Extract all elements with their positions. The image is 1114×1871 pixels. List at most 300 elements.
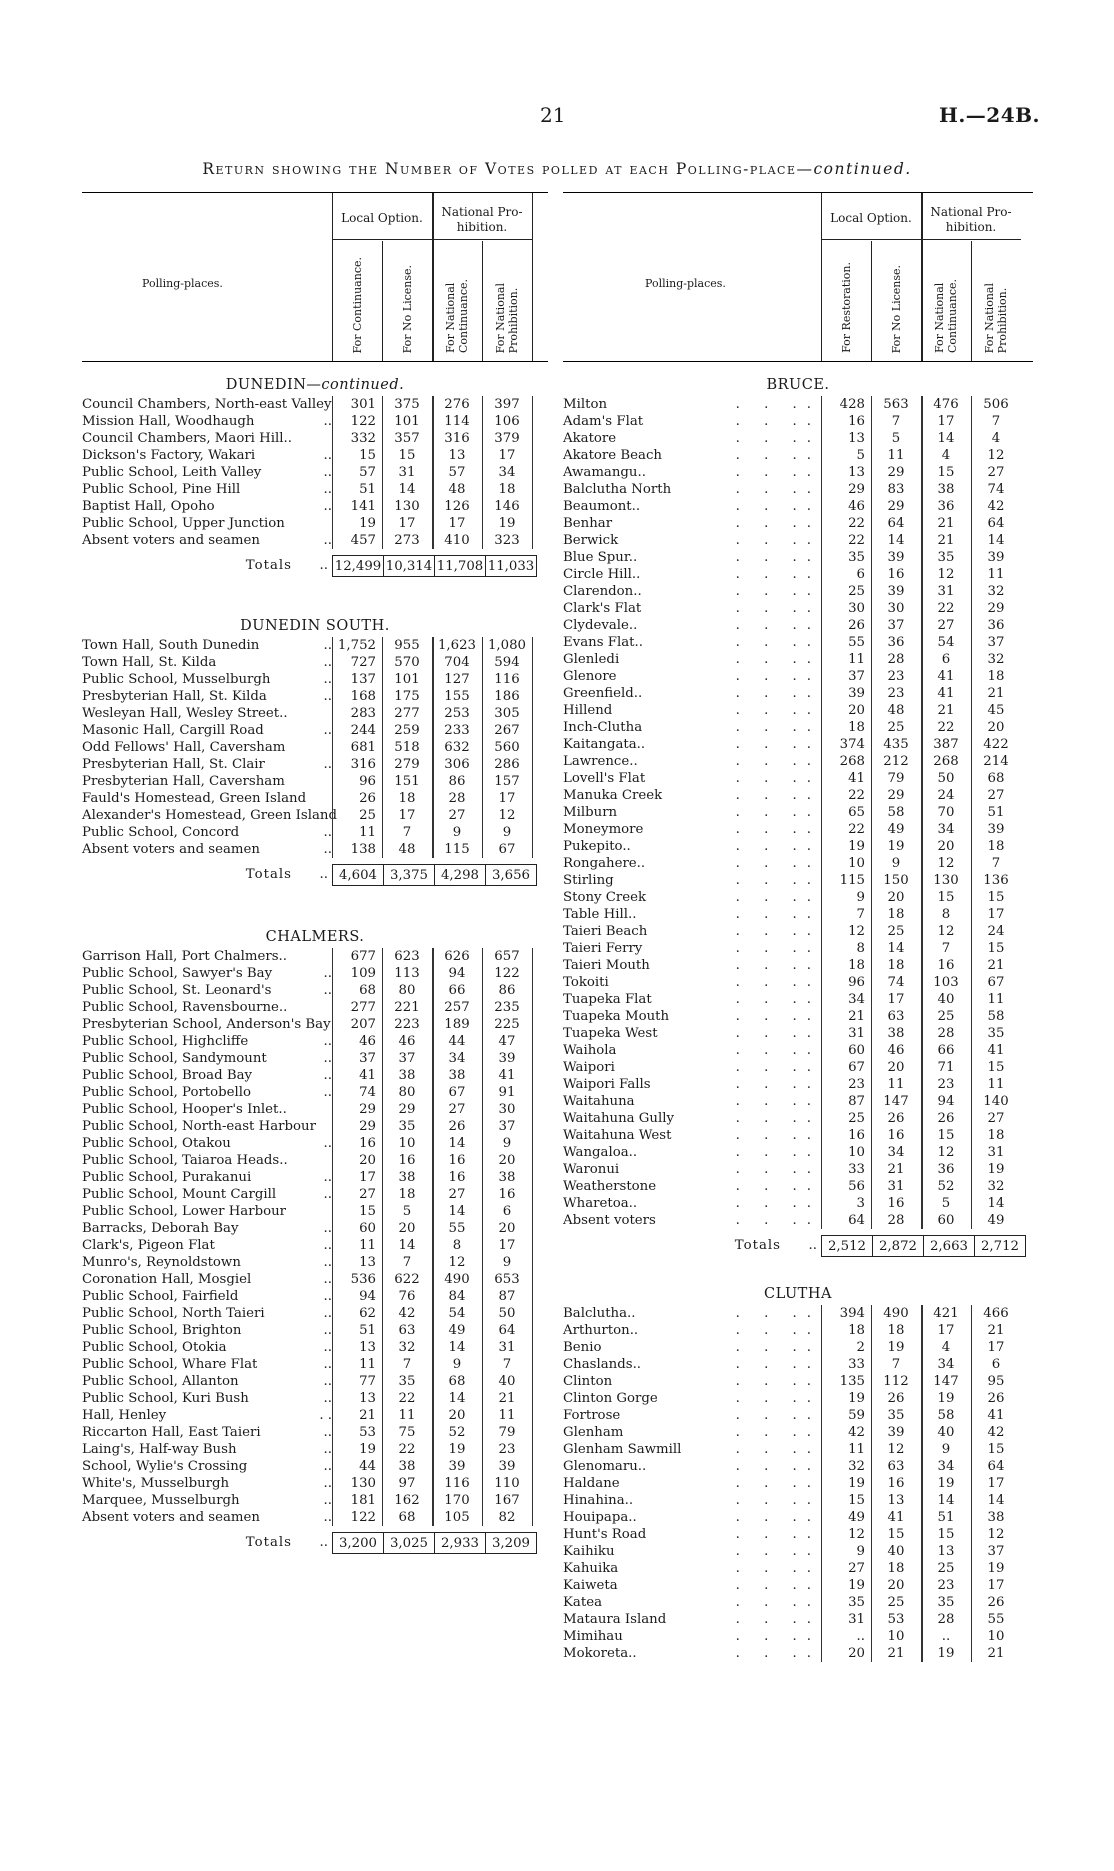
table-row (82, 515, 548, 532)
votes-col3: 34 (937, 822, 955, 837)
table-row (563, 515, 1033, 532)
totals-dot-leader: .. (319, 1535, 328, 1550)
votes-col2: 16 (887, 1476, 905, 1491)
polling-place-name: Clinton (563, 1374, 613, 1389)
votes-col1: 11 (359, 1357, 376, 1372)
dot-leader: . . .. (735, 1442, 821, 1457)
votes-col2: 357 (394, 431, 420, 446)
dot-leader: . . .. (735, 499, 821, 514)
hdr-nc1: For National (444, 282, 457, 353)
polling-place-name: Waipori Falls (563, 1077, 651, 1092)
polling-place-name: Baptist Hall, Opoho (82, 499, 215, 514)
dot-leader (292, 1152, 332, 1169)
left-column (82, 192, 548, 1554)
votes-col1: 77 (359, 1374, 376, 1389)
section-dunedin-south: DUNEDIN SOUTH. (240, 618, 390, 634)
dot-leader: . . .. (735, 1128, 821, 1143)
votes-col3: 48 (448, 482, 466, 497)
votes-col3: 68 (448, 1374, 466, 1389)
dot-leader: . . .. (735, 992, 821, 1007)
votes-col1: 26 (359, 791, 376, 806)
section-clutha: CLUTHA (764, 1286, 832, 1302)
totals-label: Totals (245, 867, 292, 882)
votes-col3: 126 (444, 499, 470, 514)
votes-col4: 32 (987, 584, 1005, 599)
polling-place-name: Glenham (563, 1425, 624, 1440)
table-row (563, 1127, 1033, 1144)
dot-leader: .. (323, 672, 332, 687)
title-text: Return showing the Number of Votes polled at each Polling-place— (202, 160, 814, 178)
votes-col3: 476 (933, 397, 959, 412)
votes-col2: 40 (887, 1544, 905, 1559)
dot-leader: . . .. (735, 550, 821, 565)
votes-col3: 15 (937, 465, 955, 480)
totals-dot-leader: .. (319, 558, 328, 573)
votes-col3: 116 (444, 1476, 470, 1491)
votes-col1: 20 (848, 703, 865, 718)
votes-col4: 21 (987, 686, 1005, 701)
votes-col2: 279 (394, 757, 420, 772)
table-row (82, 1203, 548, 1220)
votes-col1: 1,752 (337, 638, 376, 653)
votes-col1: 457 (350, 533, 376, 548)
dot-leader (292, 515, 332, 532)
votes-col4: 17 (987, 1476, 1005, 1491)
polling-place-name: Public School, Mount Cargill (82, 1187, 277, 1202)
votes-col4: 7 (502, 1357, 512, 1372)
votes-col4: 422 (983, 737, 1009, 752)
votes-col2: 11 (887, 1077, 905, 1092)
votes-col4: 67 (987, 975, 1005, 990)
votes-col1: 23 (848, 1077, 865, 1092)
dot-leader: .. (323, 1085, 332, 1100)
header-polling-places-right: Polling-places. (645, 277, 726, 290)
votes-col2: 18 (887, 1561, 905, 1576)
table-row (563, 1577, 1033, 1594)
votes-col1: 35 (848, 550, 865, 565)
dot-leader: . . .. (735, 1094, 821, 1109)
dot-leader: .. (323, 842, 332, 857)
votes-col3: 8 (452, 1238, 462, 1253)
table-row (563, 413, 1033, 430)
votes-col2: 175 (394, 689, 420, 704)
votes-col4: 15 (987, 941, 1005, 956)
votes-col4: 466 (983, 1306, 1009, 1321)
votes-col4: 21 (987, 1323, 1005, 1338)
votes-col1: 16 (359, 1136, 376, 1151)
polling-place-name: Tuapeka West (563, 1026, 658, 1041)
votes-col3: 22 (937, 601, 955, 616)
votes-col1: 37 (848, 669, 865, 684)
page-number: 21 (540, 103, 566, 127)
polling-place-name: Public School, North Taieri (82, 1306, 265, 1321)
votes-col2: 83 (887, 482, 905, 497)
votes-col3: 67 (448, 1085, 466, 1100)
table-row (82, 965, 548, 982)
votes-col3: 49 (448, 1323, 466, 1338)
votes-col2: 34 (887, 1145, 905, 1160)
votes-col4: 167 (494, 1493, 520, 1508)
dot-leader: . . .. (735, 1612, 821, 1627)
dot-leader: . . .. (735, 397, 821, 412)
votes-col2: 5 (402, 1204, 412, 1219)
votes-col4: 24 (987, 924, 1005, 939)
votes-col4: 58 (987, 1009, 1005, 1024)
votes-col2: 74 (887, 975, 905, 990)
votes-col1: 46 (359, 1034, 376, 1049)
polling-place-name: Kaihiku (563, 1544, 615, 1559)
table-row (563, 464, 1033, 481)
votes-col4: 106 (494, 414, 520, 429)
polling-place-name: Balclutha.. (563, 1306, 636, 1321)
dot-leader: . . .. (735, 924, 821, 939)
votes-col1: 67 (848, 1060, 865, 1075)
votes-col1: 394 (839, 1306, 865, 1321)
dot-leader: .. (323, 1391, 332, 1406)
votes-col2: 16 (887, 1128, 905, 1143)
dot-leader (292, 1118, 332, 1135)
votes-col4: 21 (498, 1391, 516, 1406)
votes-col1: 17 (359, 1170, 376, 1185)
polling-place-name: Public School, Highcliffe (82, 1034, 249, 1049)
polling-place-name: Clark's, Pigeon Flat (82, 1238, 215, 1253)
polling-place-name: Public School, Leith Valley (82, 465, 262, 480)
votes-col3: 14 (937, 1493, 955, 1508)
votes-col4: 50 (498, 1306, 516, 1321)
votes-col1: 27 (848, 1561, 865, 1576)
votes-col1: 30 (848, 601, 865, 616)
polling-place-name: Balclutha North (563, 482, 672, 497)
table-row (82, 1339, 548, 1356)
polling-place-name: Adam's Flat (563, 414, 644, 429)
votes-col1: 53 (359, 1425, 376, 1440)
votes-col2: 20 (887, 1578, 905, 1593)
votes-col1: 74 (359, 1085, 376, 1100)
votes-col3: 12 (937, 567, 955, 582)
polling-place-name: Pukepito.. (563, 839, 631, 854)
votes-col2: 38 (398, 1459, 416, 1474)
votes-col1: 332 (350, 431, 376, 446)
header-for-national-continuance (444, 279, 470, 353)
votes-col3: 257 (444, 1000, 470, 1015)
votes-col3: 19 (937, 1391, 955, 1406)
polling-place-name: Council Chambers, Maori Hill.. (82, 431, 292, 446)
dot-leader (292, 705, 332, 722)
votes-col1: 268 (839, 754, 865, 769)
votes-col1: 13 (359, 1255, 376, 1270)
votes-col4: 18 (498, 482, 516, 497)
votes-col3: 9 (941, 1442, 951, 1457)
votes-col2: 29 (398, 1102, 416, 1117)
votes-col2: 26 (887, 1391, 905, 1406)
polling-place-name: Public School, Hooper's Inlet.. (82, 1102, 287, 1117)
dot-leader (292, 948, 332, 965)
clutha-table (563, 1305, 1033, 1662)
dot-leader: . . .. (735, 1646, 821, 1661)
votes-col2: 490 (883, 1306, 909, 1321)
votes-col2: 101 (394, 672, 420, 687)
dot-leader: . . .. (735, 1578, 821, 1593)
table-row (82, 1373, 548, 1390)
header-national-prohibition-right (921, 205, 1021, 235)
dot-leader: . . .. (735, 1340, 821, 1355)
table-row (563, 1526, 1033, 1543)
votes-col1: 20 (848, 1646, 865, 1661)
votes-col3: 20 (937, 839, 955, 854)
votes-col2: 518 (394, 740, 420, 755)
votes-col1: 25 (848, 1111, 865, 1126)
votes-col1: 60 (848, 1043, 865, 1058)
table-row (563, 974, 1033, 991)
votes-col1: 22 (848, 533, 865, 548)
votes-col3: 4 (941, 1340, 951, 1355)
table-row (563, 838, 1033, 855)
votes-col4: 42 (987, 1425, 1005, 1440)
polling-place-name: Akatore Beach (563, 448, 662, 463)
votes-col4: 136 (983, 873, 1009, 888)
votes-col3: 15 (937, 1527, 955, 1542)
polling-place-name: Lovell's Flat (563, 771, 646, 786)
dot-leader (292, 1203, 332, 1220)
votes-col2: 76 (398, 1289, 416, 1304)
votes-col3: 21 (937, 516, 955, 531)
polling-place-name: White's, Musselburgh (82, 1476, 230, 1491)
table-row (563, 770, 1033, 787)
table-row (563, 549, 1033, 566)
polling-place-name: Waitahuna Gully (563, 1111, 675, 1126)
votes-col1: 19 (359, 1442, 376, 1457)
votes-col3: 276 (444, 397, 470, 412)
votes-col1: 18 (848, 1323, 865, 1338)
table-row (82, 739, 548, 756)
votes-col2: 10 (887, 1629, 905, 1644)
table-row (82, 1458, 548, 1475)
votes-col3: 105 (444, 1510, 470, 1525)
votes-col1: 26 (848, 618, 865, 633)
votes-col3: 41 (937, 686, 955, 701)
table-row (82, 1305, 548, 1322)
polling-place-name: Greenfield.. (563, 686, 643, 701)
polling-place-name: Hunt's Road (563, 1527, 647, 1542)
totals-label: Totals (245, 558, 292, 573)
votes-col1: 19 (848, 1476, 865, 1491)
votes-col1: 115 (839, 873, 865, 888)
dot-leader: . . .. (735, 414, 821, 429)
votes-col1: 87 (848, 1094, 865, 1109)
dot-leader: . . .. (735, 1026, 821, 1041)
votes-col2: 23 (887, 669, 905, 684)
header-for-no-license: For No License. (400, 264, 414, 353)
dot-leader: . . .. (735, 822, 821, 837)
votes-col4: 27 (987, 465, 1005, 480)
dot-leader: . . .. (735, 669, 821, 684)
votes-col2: 13 (887, 1493, 905, 1508)
votes-col2: 37 (887, 618, 905, 633)
hdr-np2-r: Prohibition. (996, 287, 1009, 353)
totals-col4: 2,712 (974, 1235, 1026, 1257)
votes-col2: 101 (394, 414, 420, 429)
table-row (82, 430, 548, 447)
polling-place-name: Marquee, Musselburgh (82, 1493, 240, 1508)
votes-col4: 40 (498, 1374, 516, 1389)
votes-col4: 45 (987, 703, 1005, 718)
votes-col3: 25 (937, 1561, 955, 1576)
polling-place-name: Chaslands.. (563, 1357, 642, 1372)
header-local-option-right: Local Option. (830, 211, 912, 225)
votes-col4: 20 (498, 1221, 516, 1236)
votes-col4: 34 (498, 465, 516, 480)
polling-place-name: Masonic Hall, Cargill Road (82, 723, 264, 738)
header-for-continuance: For Continuance. (350, 256, 364, 353)
votes-col1: 19 (359, 516, 376, 531)
polling-place-name: Public School, Broad Bay (82, 1068, 253, 1083)
table-row (563, 1195, 1033, 1212)
votes-col2: 20 (398, 1221, 416, 1236)
votes-col2: 31 (398, 465, 416, 480)
dot-leader: . . .. (735, 1493, 821, 1508)
table-row (82, 481, 548, 498)
votes-col1: 11 (848, 652, 865, 667)
votes-col1: 22 (848, 788, 865, 803)
votes-col4: 17 (987, 1340, 1005, 1355)
votes-col3: 66 (448, 983, 466, 998)
header-np-line1-right: National Pro- (930, 205, 1012, 219)
dot-leader: . . .. (735, 839, 821, 854)
votes-col3: 19 (937, 1646, 955, 1661)
votes-col3: 21 (937, 703, 955, 718)
dot-leader: . . .. (735, 601, 821, 616)
votes-col2: 63 (887, 1459, 905, 1474)
votes-col2: 223 (394, 1017, 420, 1032)
votes-col4: 64 (987, 516, 1005, 531)
votes-col1: 19 (848, 839, 865, 854)
votes-col1: 168 (350, 689, 376, 704)
votes-col2: 147 (883, 1094, 909, 1109)
polling-place-name: Circle Hill.. (563, 567, 641, 582)
votes-col3: 36 (937, 499, 955, 514)
votes-col3: 40 (937, 992, 955, 1007)
votes-col3: 35 (937, 1595, 955, 1610)
polling-place-name: Rongahere.. (563, 856, 646, 871)
table-row (82, 841, 548, 858)
polling-place-name: Evans Flat.. (563, 635, 643, 650)
dot-leader: .. (323, 1340, 332, 1355)
votes-col4: 37 (987, 1544, 1005, 1559)
votes-col3: 115 (444, 842, 470, 857)
dot-leader: . . .. (735, 1043, 821, 1058)
votes-col4: 64 (987, 1459, 1005, 1474)
dot-leader: . . .. (735, 1111, 821, 1126)
votes-col2: 622 (394, 1272, 420, 1287)
polling-place-name: Tuapeka Mouth (563, 1009, 670, 1024)
polling-place-name: Public School, Concord (82, 825, 240, 840)
table-row (563, 1492, 1033, 1509)
table-row (563, 685, 1033, 702)
header-for-national-continuance-right (933, 279, 959, 353)
totals-label: Totals (734, 1238, 781, 1253)
votes-col2: 16 (887, 567, 905, 582)
votes-col3: 34 (937, 1459, 955, 1474)
polling-place-name: Town Hall, St. Kilda (82, 655, 217, 670)
polling-place-name: Taieri Mouth (563, 958, 650, 973)
votes-col2: 7 (891, 1357, 901, 1372)
votes-col4: 95 (987, 1374, 1005, 1389)
votes-col3: 410 (444, 533, 470, 548)
table-row (82, 1288, 548, 1305)
polling-place-name: Laing's, Half-way Bush (82, 1442, 237, 1457)
votes-col1: 33 (848, 1357, 865, 1372)
votes-col3: 28 (937, 1612, 955, 1627)
votes-col4: 11 (987, 1077, 1005, 1092)
votes-col2: 25 (887, 720, 905, 735)
polling-place-name: Public School, Kuri Bush (82, 1391, 249, 1406)
totals-col2: 2,872 (872, 1235, 923, 1257)
votes-col1: 277 (350, 1000, 376, 1015)
votes-col3: 28 (448, 791, 466, 806)
votes-col2: 63 (398, 1323, 416, 1338)
votes-col4: 74 (987, 482, 1005, 497)
votes-col2: 80 (398, 1085, 416, 1100)
polling-place-name: Alexander's Homestead, Green Island (82, 808, 338, 823)
table-row (82, 688, 548, 705)
votes-col1: 13 (848, 431, 865, 446)
votes-col3: 31 (937, 584, 955, 599)
polling-place-name: Public School, Taiaroa Heads.. (82, 1153, 288, 1168)
votes-col2: 212 (883, 754, 909, 769)
polling-place-name: Riccarton Hall, East Taieri (82, 1425, 261, 1440)
votes-col4: 6 (991, 1357, 1001, 1372)
votes-col1: 13 (359, 1391, 376, 1406)
votes-col3: .. (941, 1629, 951, 1644)
header-local-option: Local Option. (341, 211, 423, 225)
votes-col4: 19 (987, 1561, 1005, 1576)
votes-col1: 5 (856, 448, 865, 463)
polling-place-name: Waronui (563, 1162, 620, 1177)
dot-leader: .. (323, 1425, 332, 1440)
polling-place-name: Milburn (563, 805, 618, 820)
polling-place-name: Public School, Lower Harbour (82, 1204, 287, 1219)
votes-col4: 38 (498, 1170, 516, 1185)
votes-col2: 19 (887, 1340, 905, 1355)
votes-col1: 13 (359, 1340, 376, 1355)
polling-place-name: Taieri Ferry (563, 941, 643, 956)
votes-col1: 34 (848, 992, 865, 1007)
dot-leader: .. (323, 533, 332, 548)
dot-leader: . . .. (735, 1527, 821, 1542)
votes-col2: 19 (887, 839, 905, 854)
votes-col2: 7 (402, 1255, 412, 1270)
table-row (563, 1110, 1033, 1127)
votes-col3: 632 (444, 740, 470, 755)
dot-leader: . . .. (735, 1357, 821, 1372)
votes-col3: 13 (937, 1544, 955, 1559)
polling-place-name: Public School, Allanton (82, 1374, 239, 1389)
votes-col1: 141 (350, 499, 376, 514)
table-row (82, 1492, 548, 1509)
polling-place-name: Waitahuna (563, 1094, 635, 1109)
votes-col4: 1,080 (487, 638, 527, 653)
table-row (82, 1356, 548, 1373)
votes-col2: 35 (887, 1408, 905, 1423)
dot-leader: . . .. (735, 856, 821, 871)
votes-col3: 24 (937, 788, 955, 803)
dot-leader: . . .. (735, 975, 821, 990)
votes-col3: 626 (444, 949, 470, 964)
table-row (563, 1322, 1033, 1339)
votes-col2: 31 (887, 1179, 905, 1194)
polling-place-name: Lawrence.. (563, 754, 638, 769)
votes-col3: 15 (937, 1128, 955, 1143)
